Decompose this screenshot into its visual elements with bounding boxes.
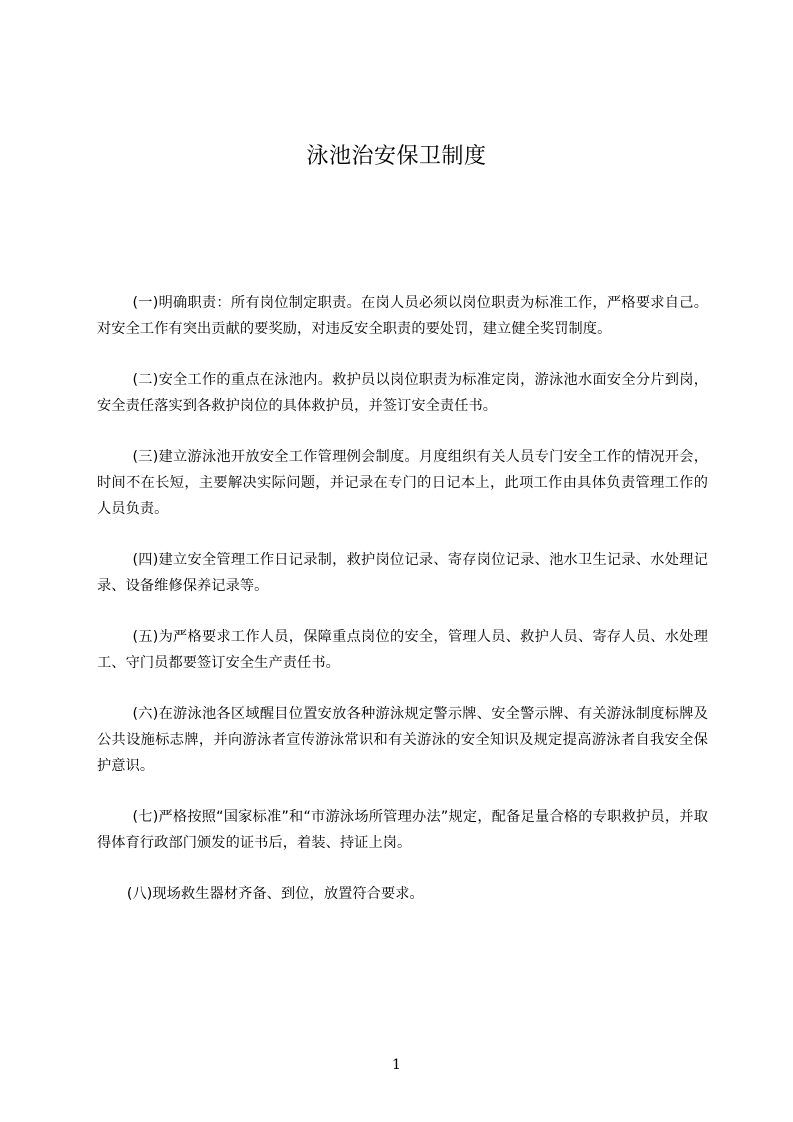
paragraph-3: (三)建立游泳池开放安全工作管理例会制度。月度组织有关人员专门安全工作的情况开会，时间不在长短，主要解决实际问题，并记录在专门的日记本上，此项工作由具体负责管理工作的人员负责。 [97, 449, 708, 517]
paragraph-8: (八)现场救生器材齐备、到位，放置符合要求。 [126, 886, 424, 902]
document-body [97, 290, 708, 932]
paragraph-5: (五)为严格要求工作人员，保障重点岗位的安全，管理人员、救护人员、寄存人员、水处理工、守门员都要签订安全生产责任书。 [97, 629, 708, 671]
page-number: 1 [392, 1057, 401, 1073]
paragraph-6: (六)在游泳池各区域醒目位置安放各种游泳规定警示牌、安全警示牌、有关游泳制度标牌及公共设施标志牌，并向游泳者宣传游泳常识和有关游泳的安全知识及规定提高游泳者自我安全保护意识。 [97, 706, 708, 774]
page-title: 泳池治安保卫制度 [306, 144, 487, 169]
paragraph-4: (四)建立安全管理工作日记录制，救护岗位记录、寄存岗位记录、池水卫生记录、水处理记录、设备维修保养记录等。 [97, 552, 708, 594]
paragraph-2: (二)安全工作的重点在泳池内。救护员以岗位职责为标准定岗，游泳池水面安全分片到岗，安全责任落实到各救护岗位的具体救护员，并签订安全责任书。 [97, 372, 708, 414]
paragraph-7: (七)严格按照“国家标准”和“市游泳场所管理办法”规定，配备足量合格的专职救护员，并取得体育行政部门颁发的证书后，着装、持证上岗。 [97, 809, 708, 851]
paragraph-1: (一)明确职责：所有岗位制定职责。在岗人员必须以岗位职责为标准工作，严格要求自己。对安全工作有突出贡献的要奖励，对违反安全职责的要处罚，建立健全奖罚制度。 [97, 295, 708, 337]
